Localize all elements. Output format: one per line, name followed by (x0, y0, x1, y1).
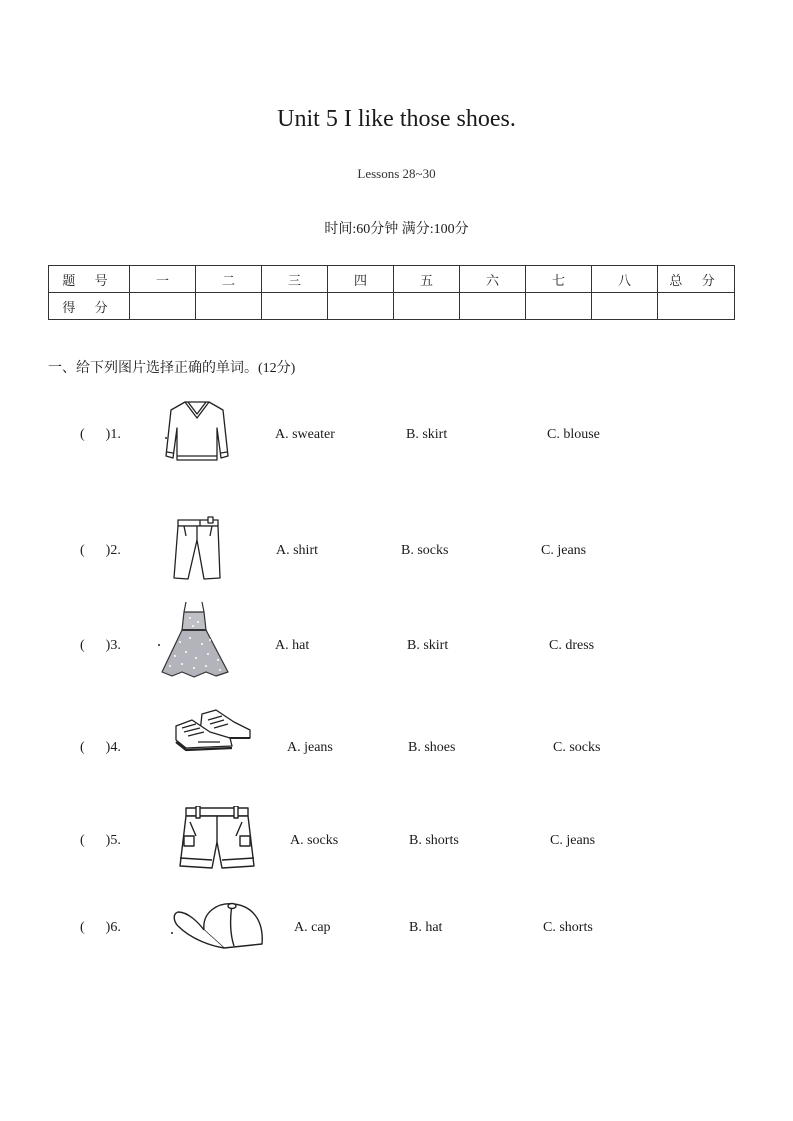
option-b[interactable]: B. hat (409, 920, 443, 935)
section-points: (12分) (258, 361, 296, 376)
page-subtitle: Lessons 28~30 (357, 166, 436, 181)
option-b[interactable]: B. skirt (407, 638, 449, 653)
pants-icon (168, 516, 226, 582)
answer-blank-6[interactable]: ( )6. (80, 920, 121, 935)
score-input-7[interactable] (526, 293, 592, 320)
option-a[interactable]: A. shirt (276, 543, 318, 558)
option-a[interactable]: A. socks (290, 833, 339, 848)
score-cell-4: 四 (328, 266, 394, 293)
option-c[interactable]: C. jeans (550, 833, 596, 848)
section-heading-text: 一、给下列图片选择正确的单词。 (48, 360, 258, 376)
score-cell-7: 七 (526, 266, 592, 293)
option-c[interactable]: C. jeans (541, 543, 587, 558)
option-c[interactable]: C. blouse (547, 427, 600, 442)
option-a[interactable]: A. hat (275, 638, 310, 653)
score-cell-total: 总 分 (658, 266, 735, 293)
option-b[interactable]: B. skirt (406, 427, 448, 442)
score-input-2[interactable] (196, 293, 262, 320)
answer-blank-1[interactable]: ( )1. (80, 427, 121, 442)
page-title: Unit 5 I like those shoes. (277, 106, 516, 132)
answer-blank-2[interactable]: ( )2. (80, 543, 121, 558)
option-b[interactable]: B. socks (401, 543, 449, 558)
score-input-5[interactable] (394, 293, 460, 320)
option-c[interactable]: C. dress (549, 638, 595, 653)
score-cell-2: 二 (196, 266, 262, 293)
cap-icon (172, 900, 266, 952)
score-cell-5: 五 (394, 266, 460, 293)
score-table-score-row (49, 293, 735, 320)
exam-time-info: 时间:60分钟 满分:100分 (324, 222, 469, 237)
score-cell-label: 题 号 (49, 266, 130, 293)
option-a[interactable]: A. sweater (275, 427, 335, 442)
option-a[interactable]: A. cap (294, 920, 331, 935)
section-heading (48, 357, 295, 377)
option-b[interactable]: B. shoes (408, 740, 456, 755)
score-cell-3: 三 (262, 266, 328, 293)
score-cell-6: 六 (460, 266, 526, 293)
option-b[interactable]: B. shorts (409, 833, 459, 848)
option-a[interactable]: A. jeans (287, 740, 333, 755)
score-row-label: 得 分 (49, 293, 130, 320)
shoes-icon (172, 708, 254, 754)
score-table-header-row (49, 266, 735, 293)
option-c[interactable]: C. socks (553, 740, 601, 755)
score-input-total[interactable] (658, 293, 735, 320)
answer-blank-3[interactable]: ( )3. (80, 638, 121, 653)
shorts-icon (176, 806, 256, 872)
score-cell-1: 一 (130, 266, 196, 293)
option-c[interactable]: C. shorts (543, 920, 593, 935)
answer-blank-5[interactable]: ( )5. (80, 833, 121, 848)
score-cell-8: 八 (592, 266, 658, 293)
score-input-8[interactable] (592, 293, 658, 320)
score-input-6[interactable] (460, 293, 526, 320)
score-input-1[interactable] (130, 293, 196, 320)
sweater-icon (163, 398, 231, 466)
score-input-4[interactable] (328, 293, 394, 320)
score-input-3[interactable] (262, 293, 328, 320)
dress-icon (160, 600, 230, 680)
answer-blank-4[interactable]: ( )4. (80, 740, 121, 755)
score-table (48, 265, 735, 320)
